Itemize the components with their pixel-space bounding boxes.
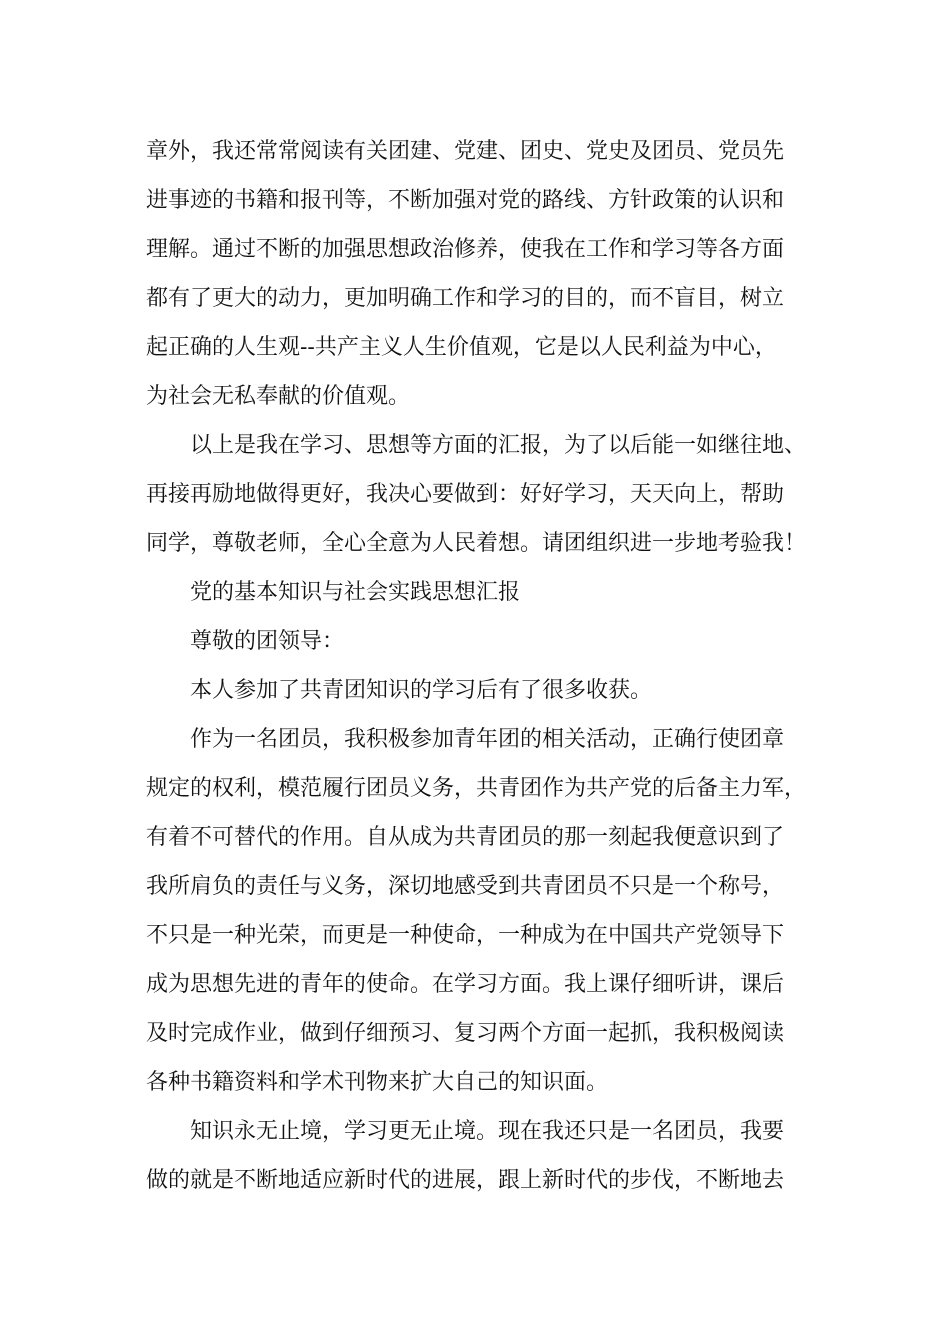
text-line: 起正确的人生观--共产主义人生价值观，它是以人民利益为中心， bbox=[146, 335, 777, 360]
text-line: 各种书籍资料和学术刊物来扩大自己的知识面。 bbox=[146, 1070, 609, 1095]
text-line: 都有了更大的动力，更加明确工作和学习的目的，而不盲目，树立 bbox=[146, 286, 785, 311]
text-line: 及时完成作业，做到仔细预习、复习两个方面一起抓，我积极阅读 bbox=[146, 1021, 785, 1046]
text-line: 做的就是不断地适应新时代的进展，跟上新时代的步伐，不断地去 bbox=[146, 1168, 785, 1193]
salutation: 尊敬的团领导： bbox=[190, 629, 345, 654]
text-line: 成为思想先进的青年的使命。在学习方面。我上课仔细听讲，课后 bbox=[146, 972, 785, 997]
paragraph-start-line: 作为一名团员，我积极参加青年团的相关活动，正确行使团章 bbox=[190, 727, 785, 752]
text-line: 再接再励地做得更好，我决心要做到：好好学习，天天向上，帮助 bbox=[146, 482, 785, 507]
paragraph-start-line: 以上是我在学习、思想等方面的汇报，为了以后能一如继往地、 bbox=[190, 433, 807, 458]
section-title: 党的基本知识与社会实践思想汇报 bbox=[190, 580, 521, 605]
text-line: 章外，我还常常阅读有关团建、党建、团史、党史及团员、党员先 bbox=[146, 139, 785, 164]
paragraph-start-line: 本人参加了共青团知识的学习后有了很多收获。 bbox=[190, 678, 653, 703]
text-line: 为社会无私奉献的价值观。 bbox=[146, 384, 411, 409]
text-line: 有着不可替代的作用。自从成为共青团员的那一刻起我便意识到了 bbox=[146, 825, 785, 850]
text-line: 同学，尊敬老师，全心全意为人民着想。请团组织进一步地考验我！ bbox=[146, 531, 807, 556]
text-line: 不只是一种光荣，而更是一种使命，一种成为在中国共产党领导下 bbox=[146, 923, 785, 948]
body-text bbox=[146, 132, 826, 1210]
text-line: 理解。通过不断的加强思想政治修养，使我在工作和学习等各方面 bbox=[146, 237, 785, 262]
text-line: 我所肩负的责任与义务，深切地感受到共青团员不只是一个称号， bbox=[146, 874, 785, 899]
text-line: 进事迹的书籍和报刊等，不断加强对党的路线、方针政策的认识和 bbox=[146, 188, 785, 213]
paragraph-start-line: 知识永无止境，学习更无止境。现在我还只是一名团员，我要 bbox=[190, 1119, 785, 1144]
text-line: 规定的权利，模范履行团员义务，共青团作为共产党的后备主力军， bbox=[146, 776, 807, 801]
